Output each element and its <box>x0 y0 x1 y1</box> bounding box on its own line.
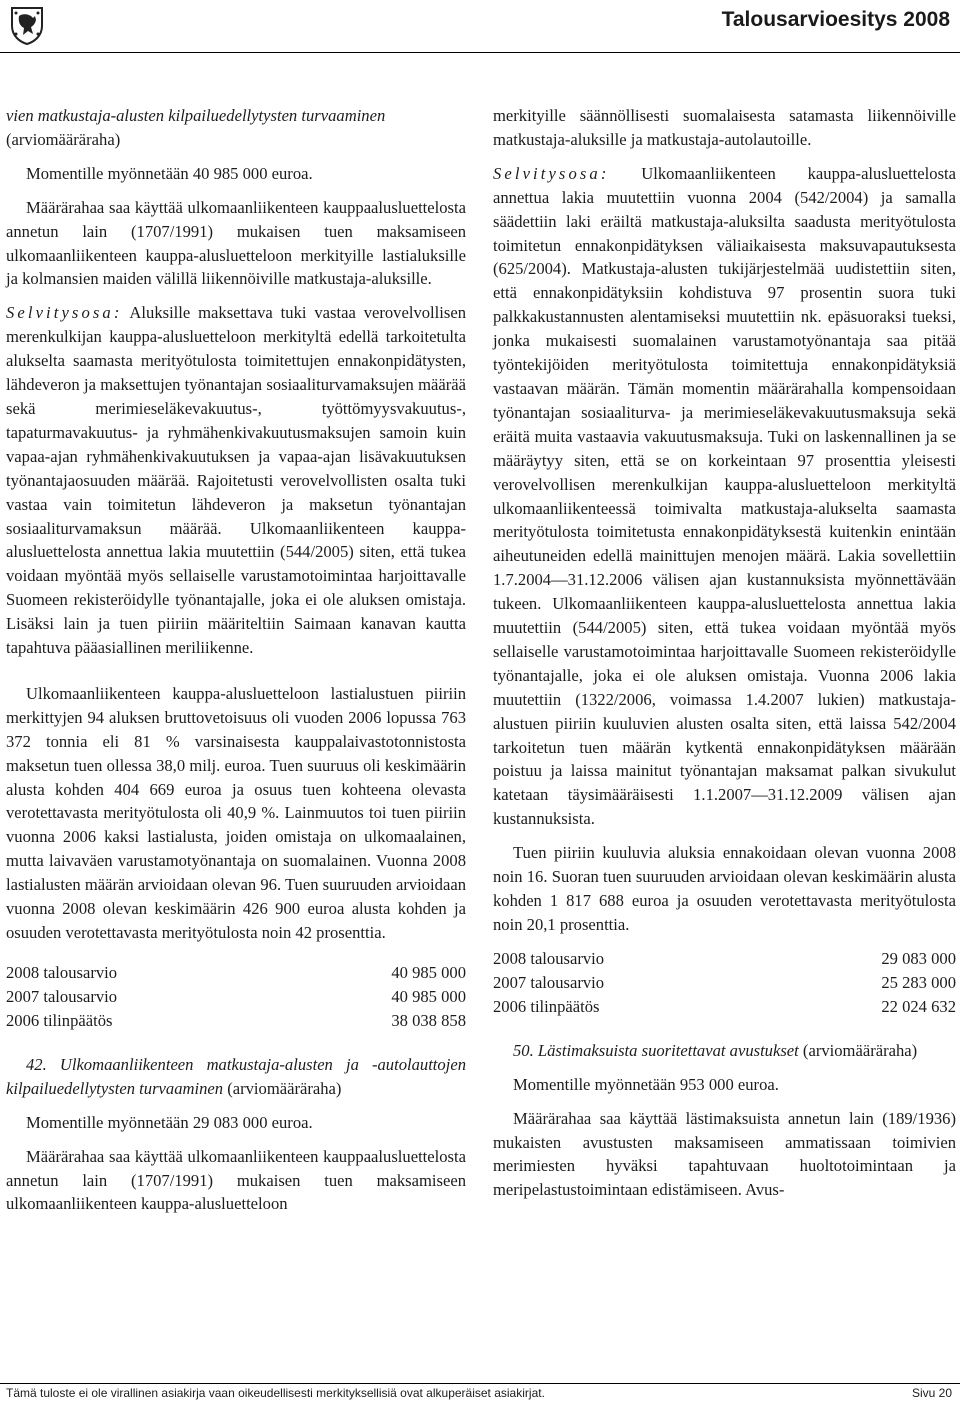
section-50-title: 50. Lästimaksuista suoritettavat avustukset <box>513 1040 799 1060</box>
explanation-text: Ulkomaanliikenteen kauppa-alusluettelosta annettua lakia muutettiin vuonna 2004 (542/2004) ja samalla säädettiin laki eräiltä matkustaja-aluksilta saadusta merityötulosta toimitetun ennakonpidätyksen väliaikaisesta maksuvapautuksesta (625/2004). Matkustaja-alusten tukijärjestelmää uudistettiin siten, että ennakonpidätyksiin kohdistuva 97 prosentin suora tuki palkkakustannusten alentamiseksi muutettiin nk. epäsuoraksi tueksi, jonka mukaisesti suomalainen varustamotyönantaja saa pitää työntekijöiden merityötulosta toimitettuja ennakonpidätyksiä vastaavan määrän. Tämän momentin määrärahalla kompensoidaan työnantajan sosiaaliturva- ja merimieseläkevakuutusmaksuja sekä eräitä muita vastaavia vakuutusmaksuja. Tuki on laskennallinen ja se määräytyy siten, että se on korkeintaan 97 prosenttia yleisesti verovelvollisen merenkulkijan kauppa-alusluetteloon merkityltä ulkomaanliikenteessä toimivalta matkustaja-alukselta saamasta merityötulosta toimitetusta ennakonpidätyksestä kuitenkin enintään aiheutuneiden edellä mainittujen menojen määrä. Lakia sovellettiin 1.7.2004—31.12.2006 välisen ajan kustannuksista myönnettävään tukeen. Ulkomaanliikenteen kauppa-alusluettelosta annettua lakia muutettiin (544/2005) siten, että tukea voidaan myöntää myös sellaiselle varustamotoimintaa harjoittavalle Suomeen rekisteröidylle työnantajalle, joka ei ole aluksen omistaja. Vuonna 2006 lakia muutettiin (1322/2006, voimassa 1.4.2007 lukien) matkustaja-alustuen piiriin kuuluvien alusten osalta siten, että laissa 542/2004 tarkoitetun tuen määrän kytkentä ennakonpidätyksen määrään poistuu ja laissa mainitut työnantajan maksamat palkan sivukulut katetaan täysimääräisesti 1.1.2007—31.12.2009 välisen ajan kustannuksista. <box>493 163 956 829</box>
budget-value: 29 083 000 <box>881 948 956 968</box>
section-50-amount: Momentille myönnetään 953 000 euroa. <box>513 1074 779 1094</box>
section-heading-text: vien matkustaja-alusten kilpailuedellytysten turvaaminen <box>6 106 386 125</box>
appropriation-amount: Momentille myönnetään 40 985 000 euroa. <box>26 163 313 183</box>
coat-of-arms-logo <box>6 4 48 46</box>
budget-value: 25 283 000 <box>881 972 956 992</box>
table-row <box>6 1009 466 1033</box>
budget-value: 40 985 000 <box>391 986 466 1006</box>
budget-value: 40 985 000 <box>391 962 466 982</box>
section-heading-tag: (arviomääräraha) <box>6 129 121 149</box>
section-heading-continued <box>6 104 466 152</box>
budget-label: 2008 talousarvio <box>6 962 118 982</box>
section-42-usage: Määrärahaa saa käyttää ulkomaanliikenteen kauppaalusluettelosta annetun lain (1707/1991) mukaisen tuen maksamiseen ulkomaanliikenteen kauppa-alusluetteloon <box>6 1146 466 1214</box>
budget-label: 2006 tilinpäätös <box>6 1010 113 1030</box>
estimate-paragraph: Tuen piiriin kuuluvia aluksia ennakoidaan olevan vuonna 2008 noin 16. Suoran tuen suuruuden arvioidaan olevan keskimäärin alusta kohden 1 817 688 euroa ja osuuden verotettavasta merityötulosta noin 20,1 prosenttia. <box>493 843 956 934</box>
right-column <box>493 104 956 1202</box>
budget-label: 2006 tilinpäätös <box>493 996 600 1016</box>
section-42-amount: Momentille myönnetään 29 083 000 euroa. <box>26 1112 313 1132</box>
section-42-heading <box>6 1053 466 1101</box>
section-50-usage: Määrärahaa saa käyttää lästimaksuista annetun lain (189/1936) mukaisten avustusten maksamiseen ammatissaan toimivien merimiesten hyväksi tapahtuvaan huoltotoimintaan ja meripelastustoimintaan edistämiseen. Avus- <box>493 1108 956 1200</box>
section-50-tag: (arviomääräraha) <box>798 1040 918 1060</box>
statistics-paragraph: Ulkomaanliikenteen kauppa-alusluetteloon lastialustuen piiriin merkittyjen 94 aluksen bruttovetoisuus oli vuoden 2006 lopussa 763 372 tonnia eli 81 % varsinaisesta kauppalaivastotonnistosta maksetun tuen ollessa 38,0 milj. euroa. Tuen suuruus oli keskimäärin alusta kohden 404 669 euroa ja osuus tuen kohteena olevasta verotettavasta merityötulosta oli 40,9 %. Lainmuutos toi tuen piiriin vuonna 2006 kaksi lastialusta, joiden omistaja on ulkomaalainen, mutta laivaväen varustamotyönantaja on suomalainen. Vuonna 2008 lastialusten määrän arvioidaan olevan 96. Tuen suuruuden arvioidaan vuonna 2008 olevan keskimäärin 426 900 euroa alusta kohden ja osuuden verotettavasta merityötulosta noin 42 prosenttia. <box>6 683 466 942</box>
continued-paragraph: merkityille säännöllisesti suomalaisesta satamasta liikennöiville matkustaja-aluksille ja matkustaja-autolautoille. <box>493 106 956 149</box>
section-42-tag: (arviomääräraha) <box>223 1078 342 1098</box>
budget-value: 38 038 858 <box>391 1010 466 1030</box>
footer-disclaimer: Tämä tuloste ei ole virallinen asiakirja vaan oikeudellisesti merkityksellisiä ovat alkuperäiset asiakirjat. <box>6 1386 545 1400</box>
explanation-paragraph <box>6 301 466 660</box>
section-42-title: 42. Ulkomaanliikenteen matkustaja-alusten ja -autolauttojen kilpailuedellytysten turvaaminen <box>6 1054 466 1098</box>
document-title: Talousarvioesitys 2008 <box>721 8 950 31</box>
section-50-heading <box>493 1039 956 1063</box>
budget-table-right <box>493 947 956 1019</box>
left-column <box>6 104 466 1216</box>
table-row <box>493 947 956 971</box>
budget-label: 2007 talousarvio <box>493 972 605 992</box>
budget-value: 22 024 632 <box>881 996 956 1016</box>
budget-table-left <box>6 961 466 1033</box>
budget-label: 2008 talousarvio <box>493 948 605 968</box>
table-row <box>6 985 466 1009</box>
table-row <box>493 995 956 1019</box>
header-rule <box>0 52 960 53</box>
explanation-label: Selvitysosa: <box>6 303 123 323</box>
table-row <box>6 961 466 985</box>
explanation-paragraph-right <box>493 162 956 831</box>
page-number: Sivu 20 <box>911 1386 952 1400</box>
explanation-text: Aluksille maksettava tuki vastaa verovelvollisen merenkulkijan kauppa-alusluetteloon merkityltä edellä tarkoitetulta alukselta saamasta merityötulosta toimitettujen ennakonpidätysten, lähdeveron ja maksettujen työnantajan sosiaaliturvamaksujen määrää sekä merimieseläkevakuutus-, työttömyysvakuutus-, tapaturmavakuutus- ja ryhmähenkivakuutusmaksujen samoin kuin vapaa-ajan ryhmähenkivakuutuksen ja vapaa-ajan lisävakuutuksen työnantajaosuuden määrää. Rajoitetusti verovelvollisten osalta tuki vastaa vain toimitetun lähdeveron ja maksetun työnantajan sosiaaliturvamaksun määrää. Ulkomaanliikenteen kauppa-alusluettelosta annettua lakia muutettiin (544/2005) siten, että tukea voidaan myöntää myös sellaiselle varustamotoimintaa harjoittavalle Suomeen rekisteröidylle työnantajalle, joka ei ole aluksen omistaja. Lisäksi lain ja tuen piiriin määriteltiin Saimaan kanavan kautta tapahtuva pääasiallinen meriliikenne. <box>6 303 466 658</box>
table-row <box>493 971 956 995</box>
usage-paragraph: Määrärahaa saa käyttää ulkomaanliikenteen kauppaalusluettelosta annetun lain (1707/1991) mukaisen tuen maksamiseen ulkomaanliikenteen kauppa-alusluetteloon merkityille lastialuksille ja kolmansien maiden välillä liikennöiville matkustaja-aluksille. <box>6 197 466 289</box>
footer-rule <box>0 1383 960 1384</box>
budget-label: 2007 talousarvio <box>6 986 118 1006</box>
explanation-label: Selvitysosa: <box>493 163 610 183</box>
